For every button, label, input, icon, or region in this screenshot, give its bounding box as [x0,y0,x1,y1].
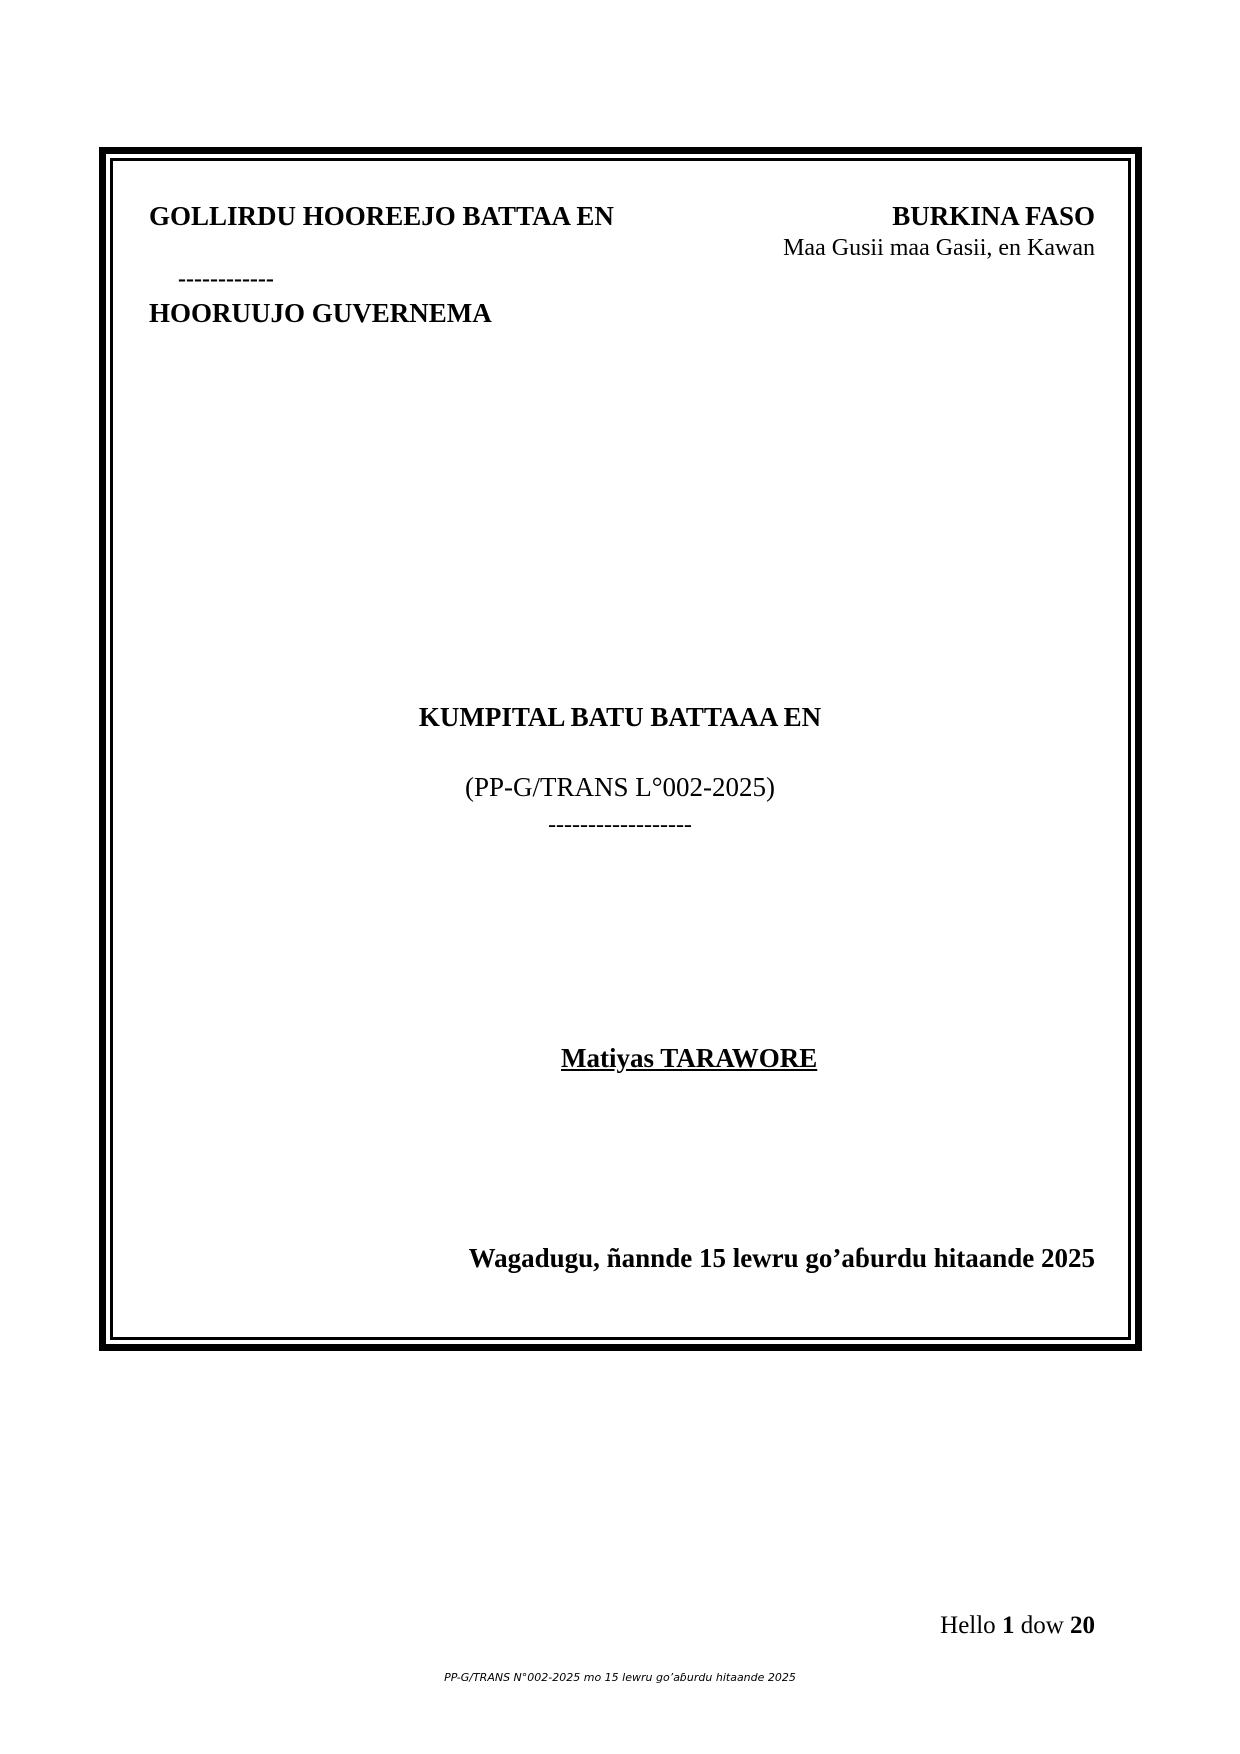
signatory-name: Matiyas TARAWORE [561,1043,818,1073]
page-number-total: 20 [1070,1612,1095,1639]
page-number-middle: dow [1020,1612,1064,1639]
place-and-date: Wagadugu, ñannde 15 lewru go’aɓurdu hitaande 2025 [468,1243,1095,1273]
national-motto: Maa Gusii maa Gasii, en Kawan [783,235,1095,261]
page-number [940,1612,1095,1640]
page-number-current: 1 [1001,1612,1015,1639]
document-title: KUMPITAL BATU BATTAAA EN [418,702,822,732]
footer-reference: PP-G/TRANS N°002-2025 mo 15 lewru go’aɓurdu hitaande 2025 [444,1671,796,1684]
document-reference: (PP-G/TRANS L°002-2025) [464,772,776,802]
page-border-inner [110,158,1131,1340]
country-name: BURKINA FASO [892,201,1095,231]
government-name: HOORUUJO GUVERNEMA [149,298,492,328]
institution-name: GOLLIRDU HOOREEJO BATTAA EN [149,201,614,231]
institution-separator: ------------ [178,266,274,292]
page-number-prefix: Hello [940,1612,996,1639]
reference-separator: ------------------ [548,812,692,838]
